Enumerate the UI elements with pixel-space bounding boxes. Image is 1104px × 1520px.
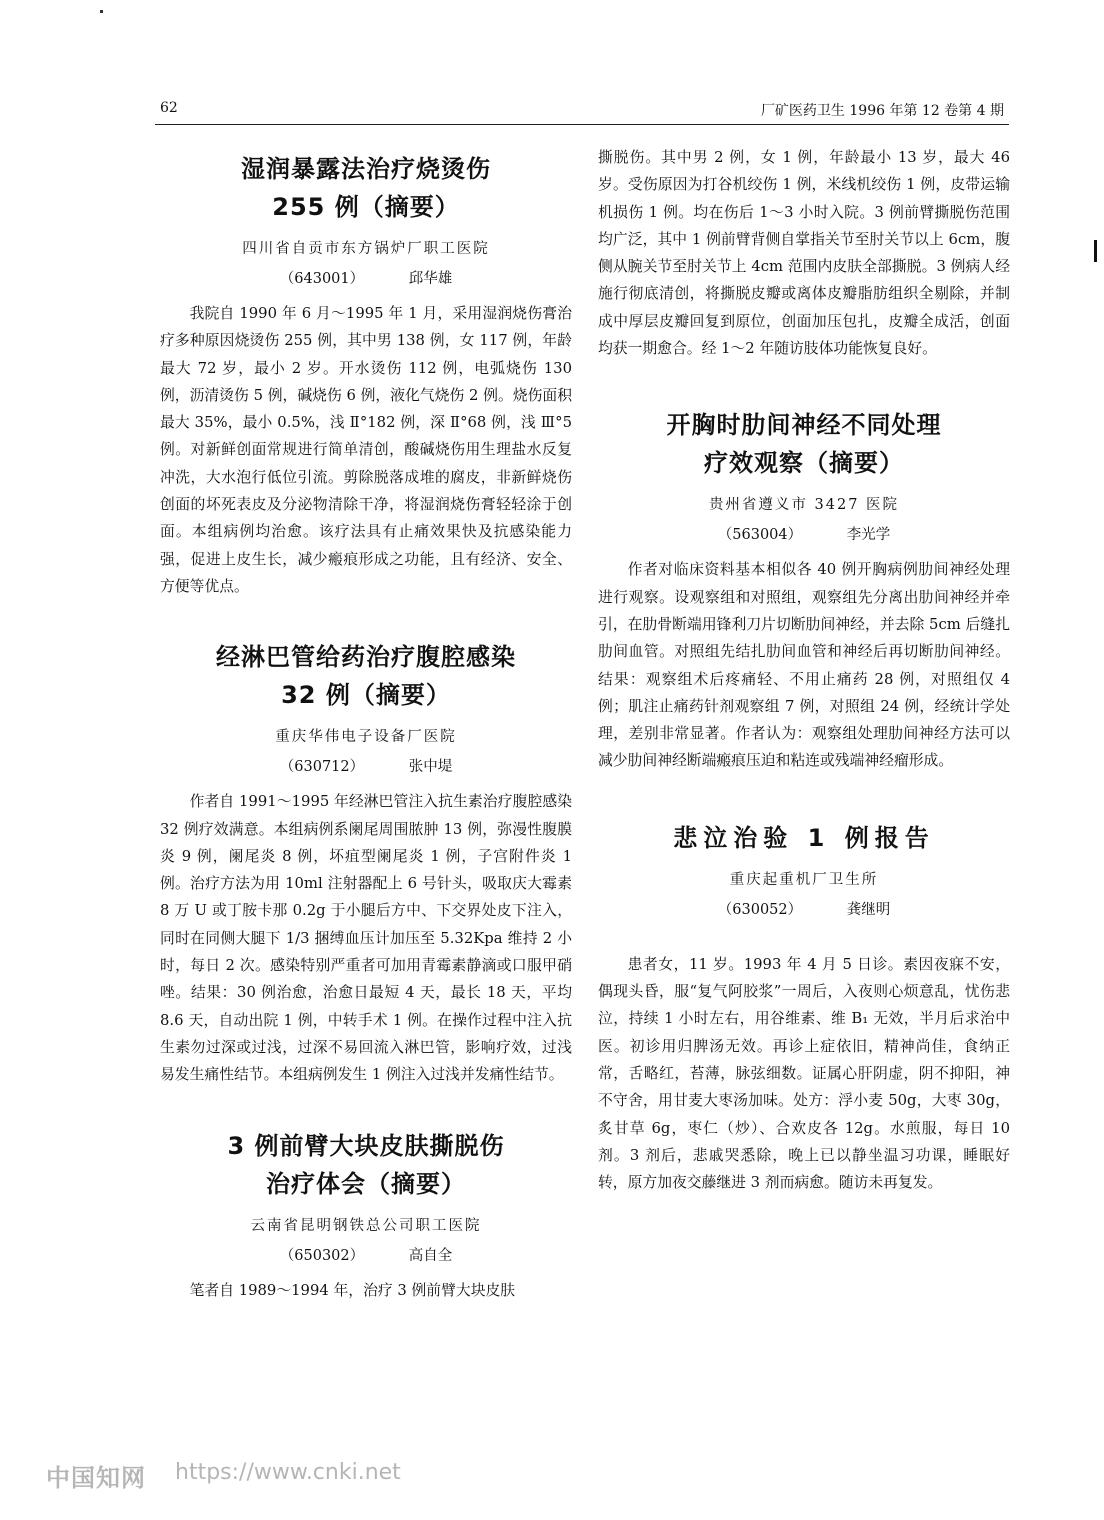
author: 邱华雄 [408,271,453,287]
header-rule [155,124,1009,125]
article-body-start: 笔者自 1989～1994 年，治疗 3 例前臂大块皮肤 [189,1281,516,1299]
title-line: 经淋巴管给药治疗腹腔感染 [216,643,516,672]
title-line: 湿润暴露法治疗烧烫伤 [241,155,491,183]
article-body-continued: 撕脱伤。其中男 2 例，女 1 例，年龄最小 13 岁，最大 46 岁。受伤原因为打谷机绞伤 1 例，米线机绞伤 1 例，皮带运输机损伤 1 例。均在伤后 1～3 小时入院。3 例前臂撕脱伤范围均广泛，其中 1 例前臂背侧自掌指关节至肘关节以上 6cm，腹侧从腕关节至肘关节上 4cm 范围内皮肤全部撕脱。3 例病人经施行彻底清创，将撕脱皮瓣或离体皮瓣脂肪组织全剔除，并制成中厚层皮瓣回复到原位，创面加压包扎，皮瓣全成活，创面均获一期愈合。经 1～2 年随访肢体功能恢复良好。 [598,149,1010,358]
institution: 贵州省遵义市 3427 医院 [708,497,900,514]
author: 龚继明 [846,901,891,918]
article-title [160,1127,572,1203]
scan-edge-mark [1094,240,1097,262]
article-forearm [160,1127,572,1304]
author: 李光学 [846,527,891,544]
article-body: 我院自 1990 年 6 月～1995 年 1 月，采用湿润烧伤膏治疗多种原因烧烫伤 255 例，其中男 138 例，女 117 例，年龄最大 72 岁，最小 2 岁。开水烫伤 112 例，电弧烧伤 130 例，沥清烫伤 5 例，碱烧伤 6 例，液化气烧伤 2 例。烧伤面积最大 35%，最小 0.5%，浅 Ⅱ°182 例，深 Ⅱ°68 例，浅 Ⅲ°5 例。对新鲜创面常规进行简单清创，酸碱烧伤用生理盐水反复冲洗，大水泡行低位引流。剪除脱落成堆的腐皮，非新鲜烧伤创面的坏死表皮及分泌物清除干净，将湿润烧伤膏轻轻涂于创面。本组病例均治愈。该疗法具有止痛效果快及抗感染能力强，促进上皮生长，减少瘢痕形成之功能，且有经济、安全、方便等优点。 [160,305,572,595]
spacer [160,1089,572,1117]
postal-code: （630052） [717,901,803,918]
title-line: 治疗体会（摘要） [266,1169,466,1198]
spacer [160,600,572,628]
spacer [598,362,1010,396]
article-thoracotomy [598,406,1010,774]
article-title [598,819,1010,857]
author: 张中堤 [408,759,453,776]
spacer [598,775,1010,809]
postal-author-line [160,752,572,782]
article-body: 患者女，11 岁。1993 年 4 月 5 日诊。素因夜寐不安，偶现头昏，服“复气阿胶浆”一周后，入夜则心烦意乱，忧伤悲泣，持续 1 小时左右，用谷维素、维 B₁ 无效，半月后求治中医。初诊用归脾汤无效。再诊上症依旧，精神尚佳，食纳正常，舌略红，苔薄，脉弦细数。证属心肝阴虚，阴不抑阳，神不守舍，用甘麦大枣汤加味。处方：浮小麦 50g，大枣 30g，炙甘草 6g，枣仁（炒）、合欢皮各 12g。水煎服，每日 10 剂。3 剂后，悲戚哭悉除，晚上已以静坐温习功课，睡眠好转，原方加夜交藤继进 3 剂而病愈。随访未再复发。 [598,955,1010,1192]
title-line: 疗效观察（摘要） [704,449,904,478]
institution: 重庆起重机厂卫生所 [729,871,879,888]
title-line: 32 例（摘要） [281,681,451,710]
article-weeping [598,819,1010,1197]
institution: 云南省昆明钢铁总公司职工医院 [250,1217,482,1234]
scan-dot [100,10,103,13]
article-title [598,406,1010,482]
title-line: 悲泣治验 1 例报告 [673,823,935,852]
postal-author-line [160,1241,572,1271]
institution: 四川省自贡市东方锅炉厂职工医院 [242,241,490,257]
institution: 重庆华伟电子设备厂医院 [275,729,457,746]
author: 高自全 [408,1247,453,1264]
left-column [160,140,572,1304]
postal-author-line [598,895,1010,925]
postal-code: （630712） [279,759,365,776]
article-body: 作者自 1991～1995 年经淋巴管注入抗生素治疗腹腔感染 32 例疗效满意。本组病例系阑尾周围脓肿 13 例，弥漫性腹膜炎 9 例，阑尾炎 8 例，坏疽型阑尾炎 1 例，子宫附件炎 1 例。治疗方法为用 10ml 注射器配上 6 号针头，吸取庆大霉素 8 万 U 或丁胺卡那 0.2g 于小腿后方中、下交界处皮下注入，同时在同侧大腿下 1/3 捆缚血压计加压至 5.32Kpa 维持 2 小时，每日 2 次。感染特别严重者可加用青霉素静滴或口服甲硝唑。结果：30 例治愈，治愈日最短 4 天，最长 18 天，平均 8.6 天，自动出院 1 例，中转手术 1 例。在操作过程中注入抗生素勿过深或过浅，过深不易回流入淋巴管，影响疗效，过浅易发生痛性结节。本组病例发生 1 例注入过浅并发痛性结节。 [160,793,572,1084]
postal-author-line [160,264,572,294]
postal-code: （650302） [279,1247,365,1264]
title-line: 3 例前臂大块皮肤撕脱伤 [227,1131,505,1160]
article-lymphatic [160,638,572,1088]
postal-author-line [598,520,1010,550]
page-number: 62 [160,100,178,116]
postal-code: （563004） [717,527,803,544]
title-line: 255 例（摘要） [272,193,460,221]
cnki-logo: 中国知网 [46,1464,146,1492]
article-title [160,638,572,714]
article-title [160,150,572,226]
cnki-url: https://www.cnki.net [175,1460,401,1485]
journal-header: 厂矿医药卫生 1996 年第 12 卷第 4 期 [760,103,1004,119]
article-burns [160,150,572,600]
postal-code: （643001） [279,271,365,287]
article-body: 作者对临床资料基本相似各 40 例开胸病例肋间神经处理进行观察。设观察组和对照组，观察组先分离出肋间神经并牵引，在肋骨断端用锋利刀片切断肋间神经，并去除 5cm 后缝扎肋间血管。对照组先结扎肋间血管和神经后再切断肋间神经。结果：观察组术后疼痛轻、不用止痛药 28 例，对照组仅 4 例；肌注止痛药针剂观察组 7 例，对照组 24 例，经统计学处理，差别非常显著。作者认为：观察组处理肋间神经方法可以减少肋间神经断端瘢痕压迫和粘连或残端神经瘤形成。 [598,561,1010,770]
right-column [598,140,1010,1196]
title-line: 开胸时肋间神经不同处理 [666,411,942,440]
